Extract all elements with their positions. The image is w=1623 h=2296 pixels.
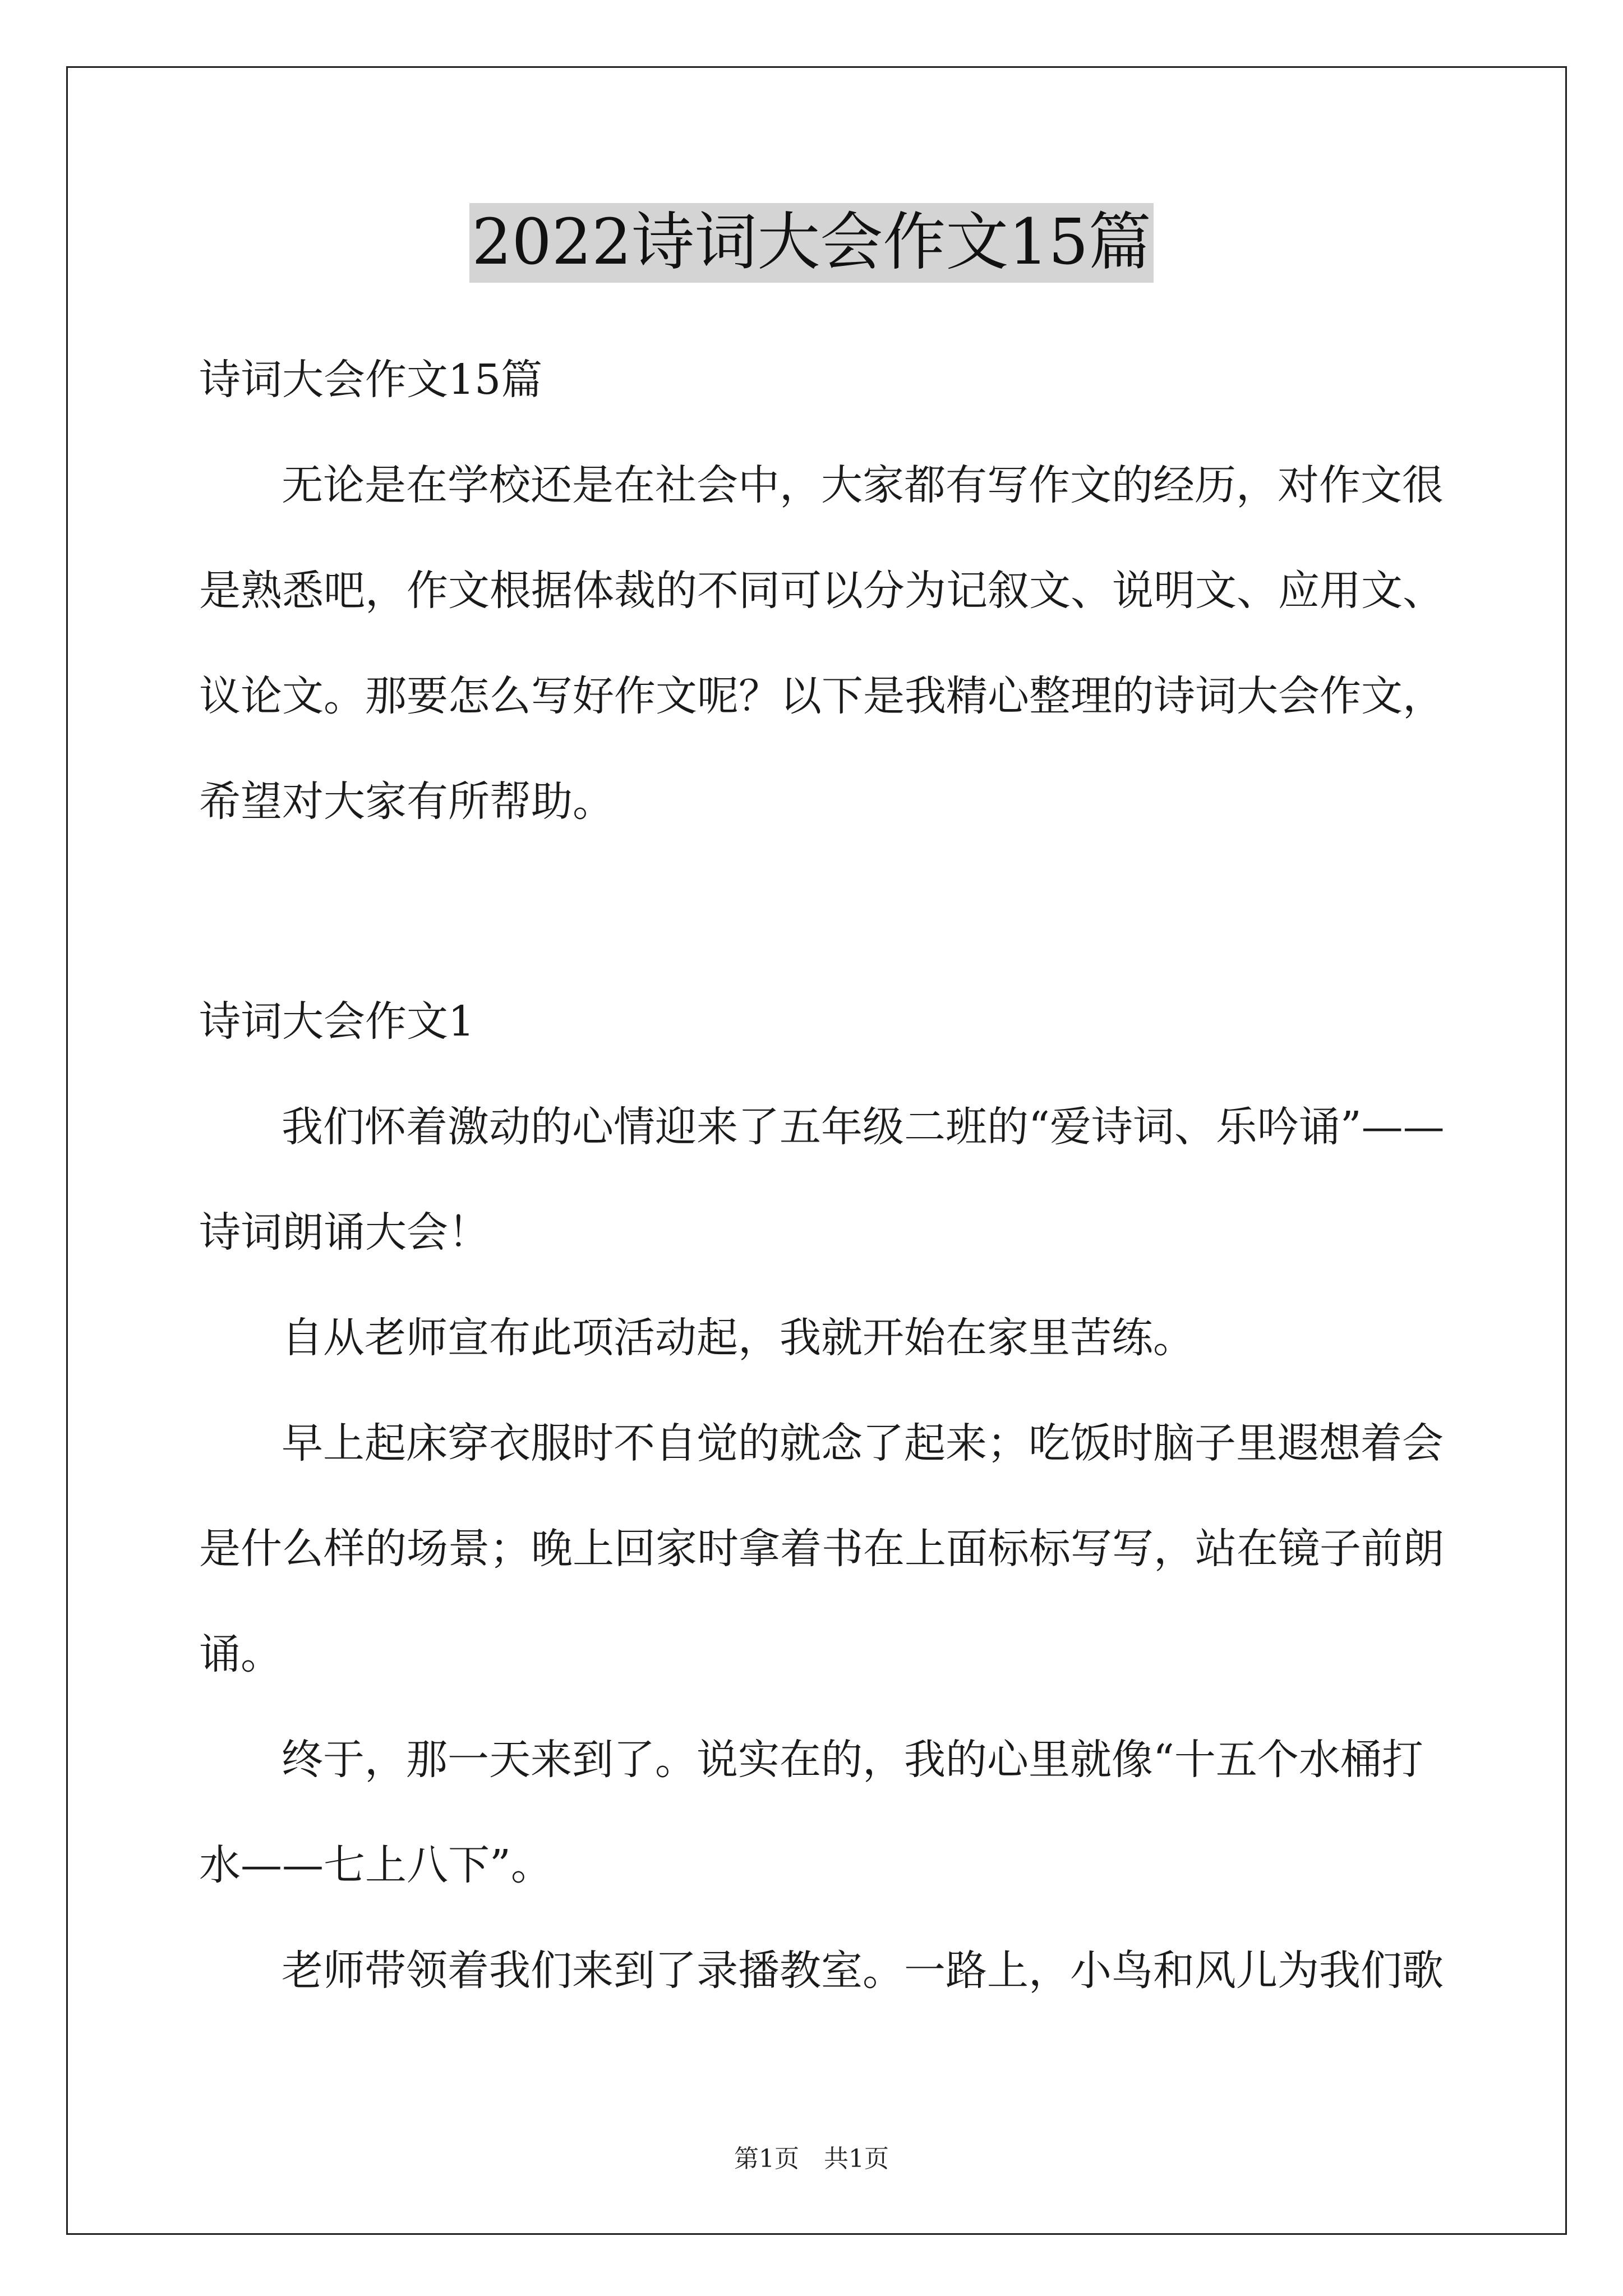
paragraph-line: 是熟悉吧，作文根据体裁的不同可以分为记叙文、说明文、应用文、 <box>199 567 1444 615</box>
paragraph-line: 我们怀着激动的心情迎来了五年级二班的“爱诗词、乐吟诵”—— <box>282 1103 1445 1151</box>
subtitle: 诗词大会作文15篇 <box>199 356 543 404</box>
section-heading: 诗词大会作文1 <box>199 997 475 1046</box>
paragraph-line: 终于，那一天来到了。说实在的，我的心里就像“十五个水桶打 <box>282 1736 1423 1784</box>
paragraph-line: 老师带领着我们来到了录播教室。一路上，小鸟和风儿为我们歌 <box>282 1947 1444 1995</box>
paragraph-line: 自从老师宣布此项活动起，我就开始在家里苦练。 <box>282 1314 1195 1362</box>
paragraph-line: 水——七上八下”。 <box>199 1841 552 1889</box>
paragraph-line: 无论是在学校还是在社会中，大家都有写作文的经历，对作文很 <box>282 461 1444 509</box>
paragraph-line: 诵。 <box>199 1630 282 1678</box>
paragraph-line: 早上起床穿衣服时不自觉的就念了起来；吃饭时脑子里遐想着会 <box>282 1419 1444 1467</box>
title-container <box>0 203 1623 283</box>
document-title: 2022诗词大会作文15篇 <box>469 203 1154 283</box>
paragraph-line: 议论文。那要怎么写好作文呢？以下是我精心整理的诗词大会作文， <box>199 672 1444 720</box>
paragraph-line: 诗词朗诵大会！ <box>199 1208 490 1257</box>
page-footer: 第1页 共1页 <box>734 2145 889 2173</box>
paragraph-line: 希望对大家有所帮助。 <box>199 777 614 826</box>
paragraph-line: 是什么样的场景；晚上回家时拿着书在上面标标写写，站在镜子前朗 <box>199 1525 1444 1573</box>
